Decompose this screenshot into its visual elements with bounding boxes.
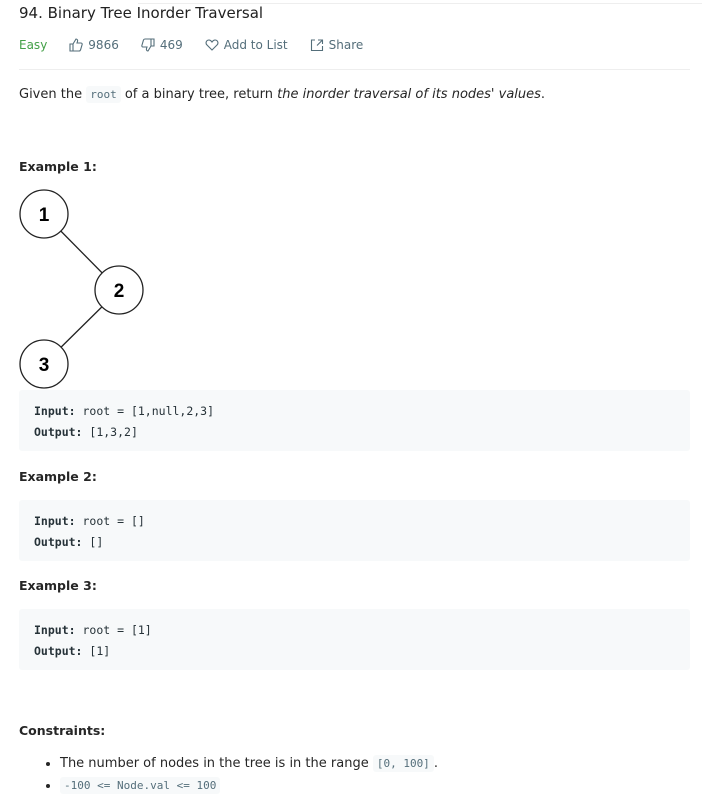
constraints-label: Constraints: xyxy=(19,723,106,738)
inline-code: root xyxy=(86,86,121,103)
share-icon xyxy=(310,38,324,52)
example-2-code: Input: root = [] Output: [] xyxy=(19,500,690,561)
tree-diagram xyxy=(0,180,160,390)
tree-node-label: 2 xyxy=(113,281,125,302)
example-3-label: Example 3: xyxy=(19,578,97,593)
constraint-item: • The number of nodes in the tree is in the range [0, 100] . xyxy=(60,753,438,775)
tree-node-label: 1 xyxy=(38,205,50,226)
problem-title: 94. Binary Tree Inorder Traversal xyxy=(19,4,264,22)
problem-description: Given the root of a binary tree, return the inorder traversal of its nodes' values. xyxy=(19,87,546,102)
tree-node-label: 3 xyxy=(38,355,50,376)
add-to-list-label: Add to List xyxy=(223,38,288,52)
example-2-label: Example 2: xyxy=(19,469,97,484)
constraint-item: • -100 <= Node.val <= 100 xyxy=(60,775,438,797)
example-3-code: Input: root = [1] Output: [1] xyxy=(19,609,690,670)
dislike-button[interactable] xyxy=(141,38,183,52)
share-button[interactable] xyxy=(310,38,364,52)
add-to-list-button[interactable] xyxy=(205,38,288,52)
problem-meta xyxy=(19,38,385,52)
like-count: 9866 xyxy=(88,38,119,52)
thumbs-down-icon xyxy=(141,38,155,52)
divider xyxy=(19,69,690,70)
like-button[interactable] xyxy=(69,38,119,52)
share-label: Share xyxy=(328,38,364,52)
dislike-count: 469 xyxy=(159,38,183,52)
constraints-list xyxy=(20,753,438,797)
heart-icon xyxy=(205,38,219,52)
example-1-code: Input: root = [1,null,2,3] Output: [1,3,2] xyxy=(19,390,690,451)
example-1-label: Example 1: xyxy=(19,159,97,174)
thumbs-up-icon xyxy=(69,38,83,52)
difficulty-badge: Easy xyxy=(19,38,48,52)
